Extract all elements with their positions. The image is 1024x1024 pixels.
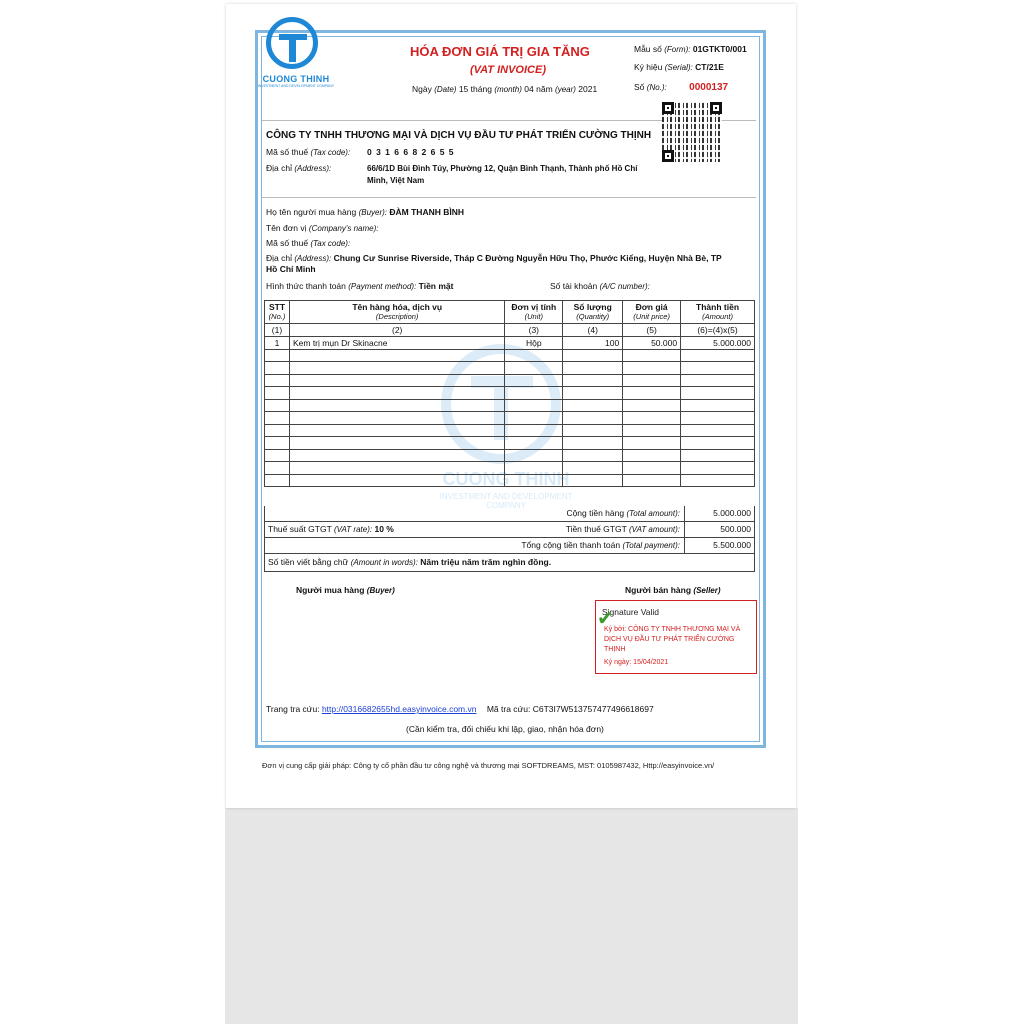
seller-address: 66/6/1D Bùi Đình Túy, Phường 12, Quận Bình Thạnh, Thành phố Hồ Chí Minh, Việt Nam: [367, 164, 638, 185]
signed-date: Ký ngày: 15/04/2021: [604, 659, 669, 666]
table-row-empty: [265, 449, 755, 462]
total-payment-row: Tổng cộng tiền thanh toán (Total payment): 5.500.000: [264, 538, 755, 554]
table-index-row: (1) (2) (3) (4) (5) (6)=(4)x(5): [265, 324, 755, 337]
signed-by: Ký bởi: CÔNG TY TNHH THƯƠNG MẠI VÀ DỊCH VỤ ĐẦU TƯ PHÁT TRIỂN CƯỜNG THỊNH: [604, 626, 741, 653]
vat-row: Thuế suất GTGT (VAT rate): 10 % Tiền thuế GTGT (VAT amount): 500.000: [264, 522, 755, 538]
check-icon: ✔: [597, 608, 614, 630]
items-table: [264, 300, 755, 487]
buyer-signature-label: Người mua hàng (Buyer): [296, 585, 395, 595]
account-number: Số tài khoản (A/C number):: [550, 281, 650, 291]
signature-valid: Signature Valid: [602, 607, 660, 617]
table-row-empty: [265, 387, 755, 400]
table-row-empty: [265, 362, 755, 375]
amount-in-words-row: Số tiền viết bằng chữ (Amount in words): Năm triệu năm trăm nghìn đồng.: [264, 554, 755, 572]
col-header: STT (No.): [265, 301, 290, 324]
invoice-number: Số (No.): 0000137: [634, 82, 729, 93]
invoice-page: [226, 4, 796, 808]
buyer-company: Tên đơn vị (Company's name):: [266, 223, 379, 233]
invoice-date: Ngày (Date) 15 tháng (month) 04 năm (year) 2021: [412, 84, 598, 94]
lookup-line: Trang tra cứu: http://0316682655hd.easyinvoice.com.vn Mã tra cứu: C6T3I7W513757477496618697: [266, 704, 654, 714]
lookup-link[interactable]: http://0316682655hd.easyinvoice.com.vn: [321, 704, 477, 714]
watermark-tagline: INVESTMENT AND DEVELOPMENT COMPANY: [439, 492, 573, 510]
seller-tax-code: 0 3 1 6 6 8 2 6 5 5: [367, 147, 455, 157]
serial-number: Ký hiệu (Serial): CT/21E: [634, 62, 724, 72]
lookup-note: (Cần kiểm tra, đối chiếu khi lập, giao, nhận hóa đơn): [406, 724, 604, 734]
seller-name: CÔNG TY TNHH THƯƠNG MẠI VÀ DỊCH VỤ ĐẦU TƯ PHÁT TRIỂN CƯỜNG THỊNH: [266, 130, 652, 141]
table-row-empty: [265, 374, 755, 387]
digital-signature-box: [595, 600, 757, 674]
table-row-empty: [265, 424, 755, 437]
invoice-subtitle: (VAT INVOICE): [470, 64, 546, 76]
table-row-empty: [265, 437, 755, 450]
col-header: Tên hàng hóa, dịch vụ (Description): [289, 301, 504, 324]
table-row-empty: [265, 399, 755, 412]
col-header: Đơn giá (Unit price): [623, 301, 681, 324]
table-header-row: [265, 301, 755, 324]
table-row-empty: [265, 462, 755, 475]
buyer-tax: Mã số thuế (Tax code):: [266, 238, 351, 248]
footer-provider: Đơn vị cung cấp giải pháp: Công ty cổ phần đầu tư công nghệ và thương mại SOFTDREAMS, MST: 0105987432, Http://easyinvoice.vn/: [262, 761, 715, 770]
table-row: 1 Kem trị mụn Dr Skinacne Hộp 100 50.000 5.000.000: [265, 337, 755, 350]
form-number: Mẫu số (Form): 01GTKT0/001: [634, 44, 747, 54]
table-row-empty: [265, 349, 755, 362]
table-row-empty: [265, 412, 755, 425]
seller-address-label: Địa chỉ (Address):: [266, 163, 332, 173]
table-row-empty: [265, 474, 755, 487]
payment-method: Hình thức thanh toán (Payment method): Tiền mặt: [266, 281, 454, 291]
col-header: Số lượng (Quantity): [563, 301, 623, 324]
col-header: Thành tiền (Amount): [681, 301, 755, 324]
invoice-title: HÓA ĐƠN GIÁ TRỊ GIA TĂNG: [410, 44, 590, 59]
seller-tax-label: Mã số thuế (Tax code):: [266, 147, 351, 157]
buyer-name: Họ tên người mua hàng (Buyer): ĐÀM THANH BÌNH: [266, 207, 464, 217]
total-amount-row: Cộng tiền hàng (Total amount): 5.000.000: [264, 506, 755, 522]
col-header: Đơn vị tính (Unit): [505, 301, 563, 324]
watermark-name: CUONG THINH: [442, 469, 570, 489]
logo-tagline: INVESTMENT AND DEVELOPMENT COMPANY: [257, 84, 335, 88]
seller-signature-label: Người bán hàng (Seller): [625, 585, 721, 595]
buyer-address: Địa chỉ (Address): Chung Cư Sunrise Riverside, Tháp C Đường Nguyễn Hữu Thọ, Phước Kiểng, Huyện Nhà Bè, TP Hồ Chí Minh: [266, 253, 722, 274]
page-background: [225, 808, 798, 1024]
logo-name: CUONG THINH: [262, 74, 330, 84]
